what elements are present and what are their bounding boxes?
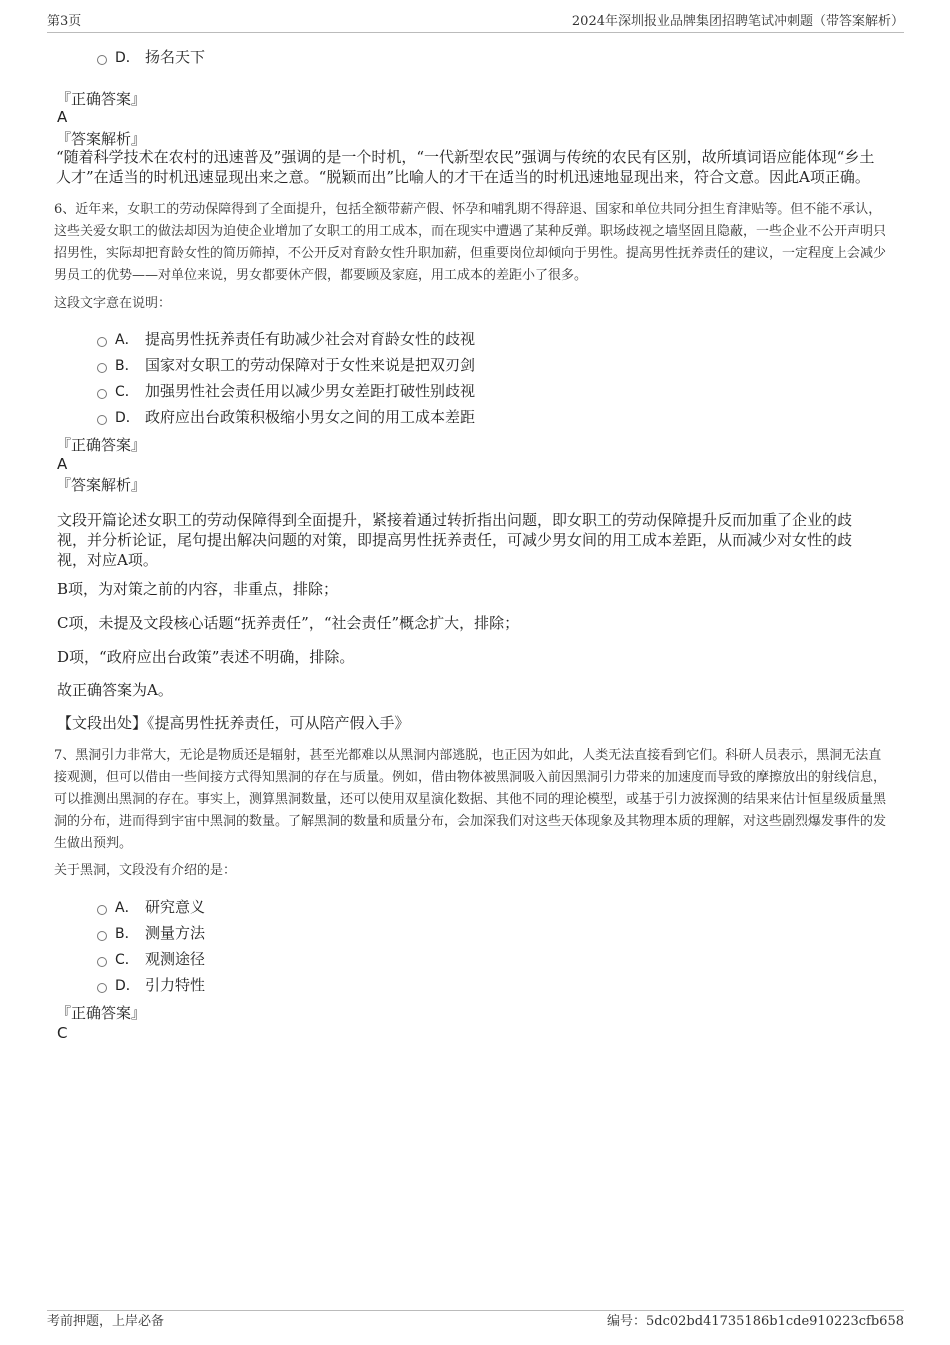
q6-c-note: C项，未提及文段核心话题“抚养责任”，“社会责任”概念扩大，排除； (57, 614, 520, 632)
q6-option-c[interactable]: C． 加强男性社会责任用以减少男女差距打破性别歧视 (97, 381, 475, 403)
q6-option-d[interactable]: D． 政府应出台政策积极缩小男女之间的用工成本差距 (97, 407, 475, 429)
q6-text: 6、近年来，女职工的劳动保障得到了全面提升，包括全额带薪产假、怀孕和哺乳期不得辞退、国家和单位共同分担生育津贴等。但不能不承认，这些关爱女职工的做法却因为迫使企业增加了女职工的用工成本，而在现实中遭遇了某种反弹。职场歧视之墙坚固且隐蔽，一些企业不公开声明只招男性，实际却把育龄女性的简历筛掉，不公开反对育龄女性升职加薪，但重要岗位却倾向于男性。提高男性抚养责任的建议，一定程度上会减少男员工的优势——对单位来说，男女都要休产假，都要顾及家庭，用工成本的差距小了很多。 (54, 202, 887, 283)
q7-answer-label: 『正确答案』 (56, 1004, 147, 1022)
q7-text: 7、黑洞引力非常大，无论是物质还是辐射，甚至光都难以从黑洞内部逃脱，也正因为如此，人类无法直接看到它们。科研人员表示，黑洞无法直接观测，但可以借由一些间接方式得知黑洞的存在与质量。例如，借由物体被黑洞吸入前因黑洞引力带来的加速度而导致的摩擦放出的射线信息，可以推测出黑洞的存在。事实上，测算黑洞数量，还可以使用双星演化数据、其他不同的理论模型，或基于引力波探测的结果来估计恒星级质量黑洞的分布，进而得到宇宙中黑洞的数量。了解黑洞的数量和质量分布，会加深我们对这些天体现象及其物理本质的理解，对这些剧烈爆发事件的发生做出预判。 (54, 748, 887, 851)
q6-answer: A (57, 455, 68, 473)
q7-option-c[interactable]: C． 观测途径 (97, 949, 205, 971)
footer-slogan: 考前押题，上岸必备 (47, 1314, 165, 1329)
page-footer (47, 1310, 904, 1333)
radio-icon[interactable] (97, 415, 107, 425)
q7-option-d[interactable]: D． 引力特性 (97, 975, 205, 997)
q6-answer-label: 『正确答案』 (56, 436, 147, 454)
q7-answer: C (57, 1024, 68, 1042)
radio-icon[interactable] (97, 55, 107, 65)
page-number: 第3页 (47, 14, 82, 29)
q6-source: 【文段出处】《提高男性抚养责任，可从陪产假入手》 (57, 714, 410, 732)
q5-answer-label: 『正确答案』 (56, 90, 147, 108)
q6-stem: 这段文字意在说明： (54, 296, 172, 311)
q6-b-note: B项，为对策之前的内容，非重点，排除； (57, 580, 339, 598)
radio-icon[interactable] (97, 905, 107, 915)
q6-option-b[interactable]: B． 国家对女职工的劳动保障对于女性来说是把双刃剑 (97, 355, 475, 377)
q6-d-note: D项，“政府应出台政策”表述不明确，排除。 (57, 648, 355, 666)
q5-option-d[interactable]: D． 扬名天下 (97, 47, 205, 69)
document-title: 2024年深圳报业品牌集团招聘笔试冲刺题（带答案解析） (571, 14, 904, 29)
radio-icon[interactable] (97, 931, 107, 941)
q5-analysis-label: 『答案解析』 (56, 130, 147, 148)
q7-option-b[interactable]: B． 测量方法 (97, 923, 205, 945)
q6-option-a[interactable]: A． 提高男性抚养责任有助减少社会对育龄女性的歧视 (97, 329, 475, 351)
q5-analysis: “随着科学技术在农村的迅速普及”强调的是一个时机，“一代新型农民”强调与传统的农民有区别，故所填词语应能体现“乡土人才”在适当的时机迅速显现出来之意。“脱颖而出”比喻人的才干在适当的时机迅速地显现出来，符合文意。因此A项正确。 (56, 148, 875, 186)
radio-icon[interactable] (97, 957, 107, 967)
q6-analysis-label: 『答案解析』 (56, 476, 147, 494)
q6-analysis: 文段开篇论述女职工的劳动保障得到全面提升，紧接着通过转折指出问题，即女职工的劳动保障提升反而加重了企业的歧视，并分析论证，尾句提出解决问题的对策，即提高男性抚养责任，可减少男女间的用工成本差距，从而减少对女性的歧视，对应A项。 (57, 511, 853, 569)
document-id: 编号：5dc02bd41735186b1cde910223cfb658 (607, 1314, 904, 1329)
radio-icon[interactable] (97, 337, 107, 347)
q7-option-a[interactable]: A． 研究意义 (97, 897, 205, 919)
q5-answer: A (57, 108, 68, 126)
q6-conclusion: 故正确答案为A。 (57, 681, 173, 699)
page-header (47, 14, 904, 33)
radio-icon[interactable] (97, 983, 107, 993)
radio-icon[interactable] (97, 389, 107, 399)
radio-icon[interactable] (97, 363, 107, 373)
q7-stem: 关于黑洞，文段没有介绍的是： (54, 863, 237, 878)
